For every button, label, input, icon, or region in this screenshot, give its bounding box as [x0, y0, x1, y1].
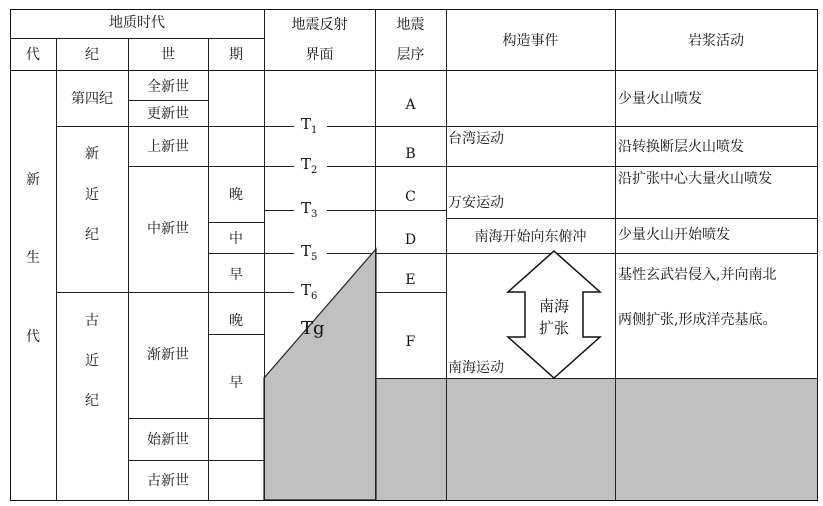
sequence-a: A — [405, 97, 416, 113]
period-neogene-char: 纪 — [85, 227, 99, 243]
magmatic-row-e: 基性玄武岩侵入,并向南北 — [618, 267, 777, 283]
stage-oligocene-late: 晚 — [229, 313, 243, 329]
header-seismic-sequence-2: 层序 — [396, 47, 425, 63]
reflector-label-t5: $T_5$ — [301, 242, 318, 263]
sequence-e: E — [405, 272, 416, 288]
header-seismic-reflector: 地震反射 — [291, 17, 348, 33]
sequence-c: C — [405, 189, 416, 205]
epoch-paleocene: 古新世 — [147, 473, 189, 489]
period-paleogene-char: 近 — [85, 353, 99, 369]
magmatic-row-e-2: 两侧扩张,形成洋壳基底。 — [618, 312, 777, 328]
epoch-pleistocene: 更新世 — [147, 106, 189, 122]
period-paleogene-char: 古 — [85, 313, 99, 329]
period-neogene-char: 新 — [85, 146, 99, 162]
tectonic-wanan-movement: 万安运动 — [448, 195, 504, 211]
header-seismic-reflector-2: 界面 — [305, 47, 334, 63]
reflector-label-tg: Tg — [301, 318, 325, 339]
magmatic-row-d: 少量火山开始喷发 — [618, 227, 730, 243]
stage-miocene-middle: 中 — [229, 231, 243, 247]
tectonic-spreading-label: 南海 — [538, 297, 569, 315]
magmatic-row-a: 少量火山喷发 — [618, 91, 702, 107]
epoch-eocene: 始新世 — [147, 432, 189, 448]
tectonic-scs-subduction: 南海开始向东俯冲 — [474, 229, 587, 245]
epoch-holocene: 全新世 — [147, 79, 189, 95]
reflector-label-t3: $T_3$ — [301, 199, 318, 220]
period-quaternary: 第四纪 — [71, 91, 113, 107]
era-char: 生 — [26, 250, 40, 266]
reflector-label-t6: $T_6$ — [301, 281, 318, 302]
header-tectonic-events: 构造事件 — [502, 33, 559, 49]
tectonic-taiwan-movement: 台湾运动 — [448, 131, 504, 147]
reflector-label-t2: $T_2$ — [301, 155, 318, 176]
sequence-d: D — [404, 232, 417, 248]
sequence-b: B — [405, 146, 416, 162]
stage-miocene-early: 早 — [229, 267, 243, 283]
period-paleogene-char: 纪 — [85, 393, 99, 409]
header-geologic-time: 地质时代 — [109, 15, 165, 31]
header-magmatic-activity: 岩浆活动 — [688, 33, 744, 49]
magmatic-row-b: 沿转换断层火山喷发 — [618, 139, 744, 155]
epoch-oligocene: 渐新世 — [147, 347, 189, 363]
era-char: 新 — [26, 172, 40, 188]
period-neogene-char: 近 — [85, 187, 99, 203]
header-period: 纪 — [85, 47, 99, 63]
header-seismic-sequence: 地震 — [396, 17, 425, 33]
magmatic-row-c: 沿扩张中心大量火山喷发 — [618, 171, 772, 187]
epoch-pliocene: 上新世 — [147, 139, 189, 155]
tectonic-nanhai-movement: 南海运动 — [448, 360, 504, 376]
era-char: 代 — [26, 329, 40, 345]
reflector-label-t1: $T_1$ — [301, 115, 318, 136]
header-epoch: 世 — [161, 47, 175, 63]
header-era: 代 — [26, 47, 40, 63]
stage-oligocene-early: 早 — [229, 375, 243, 391]
header-stage: 期 — [229, 47, 243, 63]
tectonic-spreading-label-2: 扩张 — [538, 319, 569, 337]
stage-miocene-late: 晚 — [229, 187, 243, 203]
sequence-f: F — [405, 334, 416, 350]
epoch-miocene: 中新世 — [147, 221, 189, 237]
